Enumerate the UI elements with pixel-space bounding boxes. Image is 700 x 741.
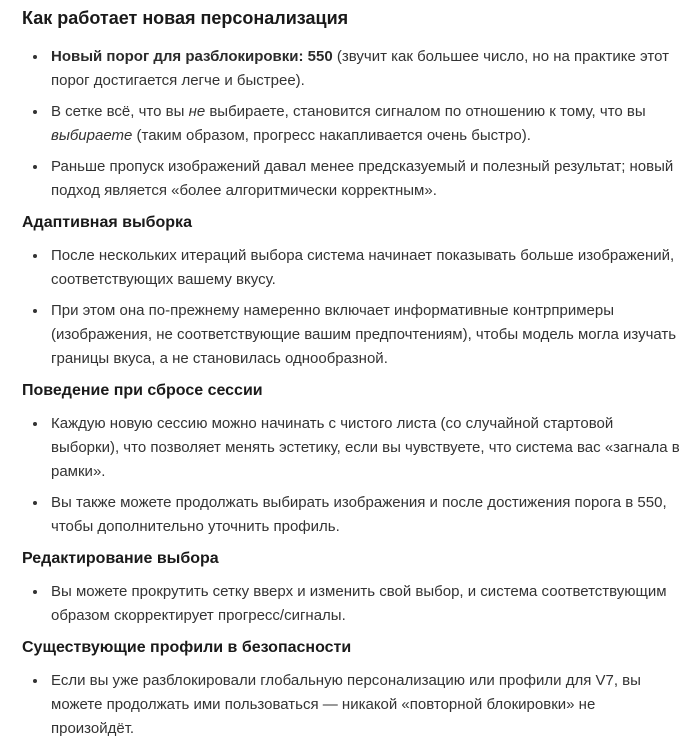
section-heading: Поведение при сбросе сессии — [22, 382, 263, 399]
bullet-list — [22, 243, 680, 371]
section-heading: Редактирование выбора — [22, 550, 219, 567]
list-item — [48, 668, 680, 741]
document-content — [22, 6, 680, 741]
bullet-list — [22, 44, 680, 203]
list-item — [48, 411, 680, 484]
text-run: Каждую новую сессию можно начинать с чистого листа (со случайной стартовой выборки), что позволяет менять эстетику, если вы чувствуете, что система вас «загнала в рамки». — [51, 415, 680, 480]
text-run: После нескольких итераций выбора система начинает показывать больше изображений, соответствующих вашему вкусу. — [51, 247, 675, 288]
text-run: Вы можете прокрутить сетку вверх и изменить свой выбор, и система соответствующим образом скорректирует прогресс/сигналы. — [51, 583, 667, 624]
text-run: Раньше пропуск изображений давал менее предсказуемый и полезный результат; новый подход является «более алгоритмически корректным». — [51, 158, 674, 199]
list-item — [48, 579, 680, 628]
text-run: При этом она по-прежнему намеренно включает информативные контрпримеры (изображения, не соответствующие вашим предпочтениям), чтобы модель могла изучать границы вкуса, а не становилась однообразной. — [51, 302, 677, 367]
text-run: (звучит как большее число, но на практике этот порог достигается легче и быстрее). — [51, 48, 669, 89]
text-run: Вы также можете продолжать выбирать изображения и после достижения порога в 550, чтобы дополнительно уточнить профиль. — [51, 494, 667, 535]
text-run: Если вы уже разблокировали глобальную персонализацию или профили для V7, вы можете продолжать ими пользоваться — никакой «повторной блокировки» не произойдёт. — [51, 672, 641, 737]
bold-text: Новый порог для разблокировки: 550 — [51, 48, 333, 65]
bullet-list — [22, 411, 680, 539]
sections-container — [22, 44, 680, 741]
bullet-list — [22, 668, 680, 741]
list-item — [48, 243, 680, 292]
text-run: выбираете, становится сигналом по отношению к тому, что вы — [205, 103, 646, 120]
text-run: В сетке всё, что вы — [51, 103, 189, 120]
text-run: (таким образом, прогресс накапливается очень быстро). — [132, 127, 531, 144]
page-title: Как работает новая персонализация — [22, 8, 349, 28]
section-heading: Адаптивная выборка — [22, 214, 192, 231]
list-item — [48, 44, 680, 93]
italic-text: не — [188, 103, 206, 120]
italic-text: выбираете — [51, 127, 133, 144]
list-item — [48, 154, 680, 203]
list-item — [48, 99, 680, 148]
bullet-list — [22, 579, 680, 628]
list-item — [48, 490, 680, 539]
section-heading: Существующие профили в безопасности — [22, 639, 352, 656]
list-item — [48, 298, 680, 371]
